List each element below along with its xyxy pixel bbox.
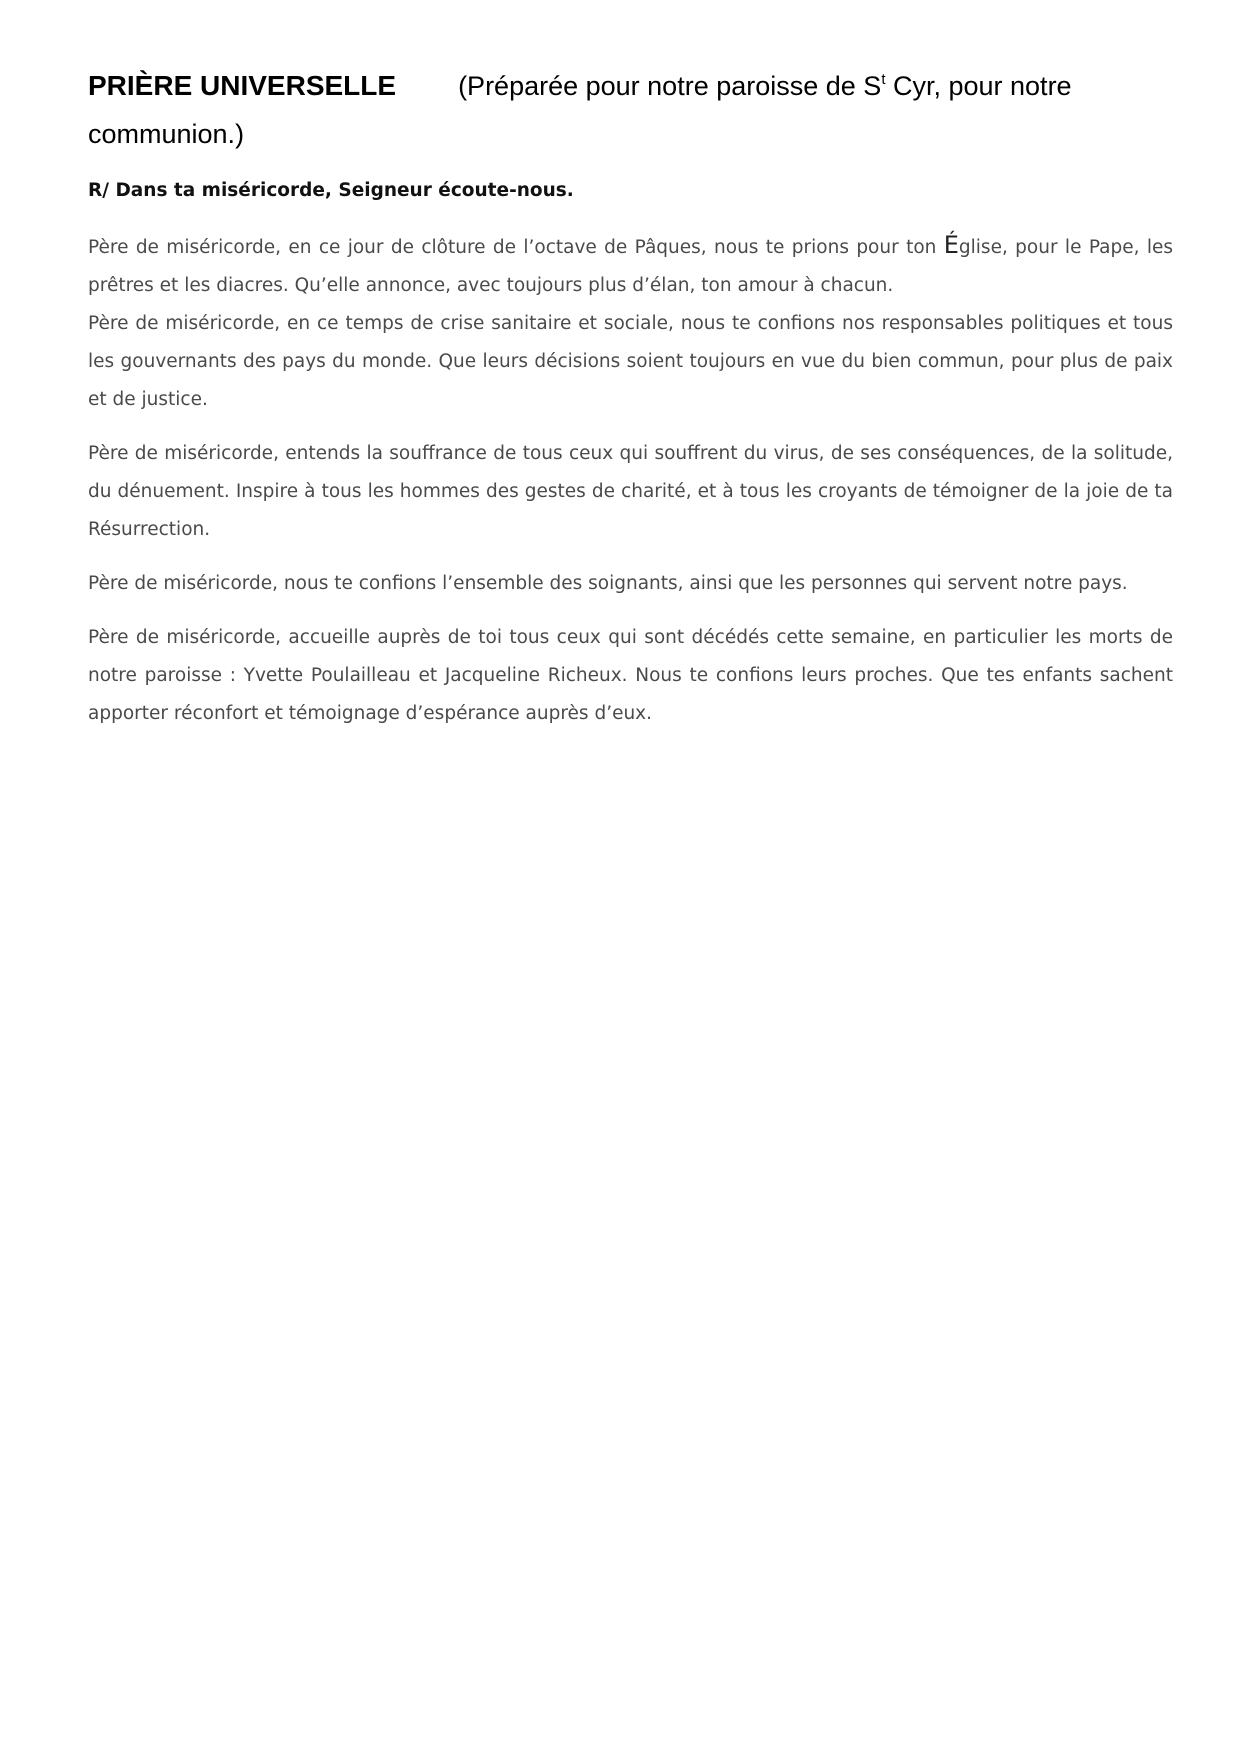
title-main: PRIÈRE UNIVERSELLE: [88, 70, 397, 101]
intention-paragraph-1: [88, 226, 1173, 305]
intention-1-text-start: Père de miséricorde, en ce jour de clôture de l’octave de Pâques, nous te prions pour ton: [88, 237, 944, 258]
subtitle-text-start: (Préparée pour notre paroisse de S: [458, 71, 882, 101]
document-title: [88, 62, 1173, 158]
subtitle-text-end: Cyr, pour notre communion.): [88, 71, 1072, 149]
intention-paragraph-4: Père de miséricorde, nous te confions l’ensemble des soignants, ainsi que les personnes qui servent notre pays.: [88, 573, 1128, 594]
intention-paragraph-3: Père de miséricorde, entends la souffrance de tous ceux qui souffrent du virus, de ses conséquences, de la solitude, du dénuement. Inspire à tous les hommes des gestes de charité, et à tous les croyants de témoigner de la joie de ta Résurrection.: [88, 443, 1173, 540]
subtitle-superscript: t: [881, 71, 886, 88]
intention-1-text-end: glise, pour le Pape, les prêtres et les diacres. Qu’elle annonce, avec toujours plus d’élan, ton amour à chacun.: [88, 237, 1173, 296]
intention-1-capital: É: [943, 231, 959, 259]
refrain: R/ Dans ta miséricorde, Seigneur écoute-nous.: [88, 180, 574, 201]
intention-paragraph-2: Père de miséricorde, en ce temps de crise sanitaire et sociale, nous te confions nos responsables politiques et tous les gouvernants des pays du monde. Que leurs décisions soient toujours en vue du bien commun, pour plus de paix et de justice.: [88, 313, 1173, 410]
intention-paragraph-5: Père de miséricorde, accueille auprès de toi tous ceux qui sont décédés cette semaine, en particulier les morts de notre paroisse : Yvette Poulailleau et Jacqueline Richeux. Nous te confions leurs proches. Que tes enfants sachent apporter réconfort et témoignage d’espérance auprès d’eux.: [88, 627, 1173, 724]
document-content: [88, 62, 1173, 733]
